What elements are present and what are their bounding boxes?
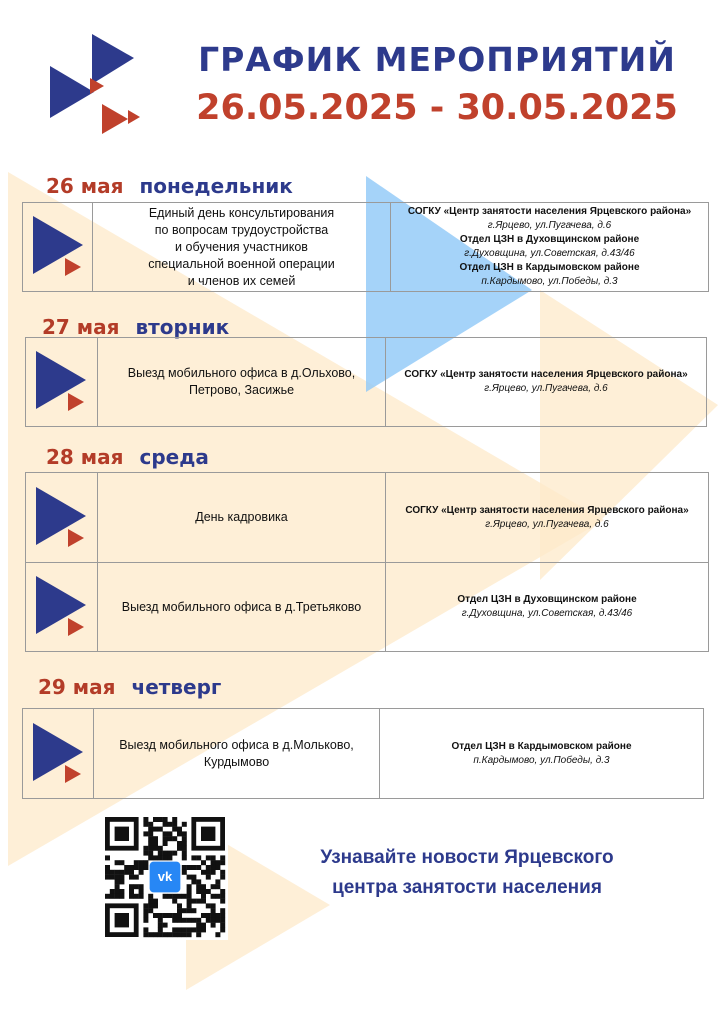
footer-line-1: Узнавайте новости Ярцевского (320, 847, 614, 868)
table-row (26, 473, 708, 562)
location-name: Отдел ЦЗН в Духовщинском районе (457, 594, 637, 605)
qr-module (148, 841, 153, 846)
qr-module (148, 908, 153, 913)
qr-module (211, 913, 216, 918)
qr-module (182, 918, 187, 923)
qr-module (182, 932, 187, 937)
qr-module (115, 875, 120, 880)
qr-module (201, 889, 206, 894)
qr-module (196, 923, 201, 928)
location-name: СОГКУ «Центр занятости населения Ярцевского района» (407, 206, 692, 217)
events-table-day-4 (22, 708, 704, 799)
qr-module (220, 913, 225, 918)
qr-module (167, 932, 172, 937)
qr-module (105, 870, 110, 875)
qr-module (220, 860, 225, 865)
qr-module (124, 865, 129, 870)
qr-module (187, 865, 192, 870)
qr-module (196, 865, 201, 870)
qr-module (220, 855, 225, 860)
qr-module (158, 918, 163, 923)
qr-module (182, 870, 187, 875)
qr-module (196, 899, 201, 904)
location-name: Отдел ЦЗН в Кардымовском районе (451, 740, 632, 752)
qr-module (153, 903, 158, 908)
qr-module (211, 923, 216, 928)
qr-module (191, 899, 196, 904)
qr-module (172, 817, 177, 822)
qr-module (201, 913, 206, 918)
qr-module (148, 894, 153, 899)
qr-module (211, 908, 216, 913)
play-logo-icon (31, 719, 91, 789)
qr-module (148, 846, 153, 851)
qr-module (201, 899, 206, 904)
qr-module (143, 817, 148, 822)
qr-module (167, 913, 172, 918)
qr-module (153, 899, 158, 904)
qr-module (191, 918, 196, 923)
qr-module (139, 894, 144, 899)
qr-module (115, 884, 120, 889)
qr-module (139, 884, 144, 889)
qr-module (129, 894, 134, 899)
qr-module (182, 894, 187, 899)
qr-module (196, 884, 201, 889)
qr-module (172, 899, 177, 904)
qr-module (129, 865, 134, 870)
event-locations (386, 563, 708, 651)
location-address: г.Ярцево, ул.Пугачева, д.6 (485, 518, 609, 530)
qr-module (124, 870, 129, 875)
qr-module (191, 865, 196, 870)
day-weekday: среда (139, 445, 209, 469)
qr-module (143, 860, 148, 865)
event-title: Выезд мобильного офиса в д.Ольхово, Петрово, Засижье (127, 366, 356, 397)
qr-module (163, 855, 168, 860)
qr-module (163, 831, 168, 836)
qr-module (172, 927, 177, 932)
qr-module (119, 870, 124, 875)
qr-module (158, 913, 163, 918)
qr-module (206, 865, 211, 870)
qr-module (196, 918, 201, 923)
day-heading-3 (46, 445, 209, 469)
qr-module (177, 932, 182, 937)
qr-module (148, 822, 153, 827)
day-weekday: вторник (135, 315, 230, 339)
qr-module (201, 894, 206, 899)
qr-module (206, 889, 211, 894)
event-title: Единый день консультирования по вопросам трудоустройства и обучения участников специальной военной операции и членов их семей (148, 205, 335, 288)
qr-module (110, 870, 115, 875)
qr-module (115, 894, 120, 899)
qr-module (215, 894, 220, 899)
qr-module (211, 865, 216, 870)
qr-module (215, 860, 220, 865)
events-table-day-1 (22, 202, 709, 292)
qr-module (167, 855, 172, 860)
qr-module (119, 879, 124, 884)
event-locations (386, 338, 706, 426)
events-table-day-3 (25, 472, 709, 652)
qr-module (148, 932, 153, 937)
qr-module (220, 870, 225, 875)
qr-module (201, 884, 206, 889)
qr-module (158, 817, 163, 822)
qr-module (206, 903, 211, 908)
qr-module (215, 913, 220, 918)
qr-module (148, 903, 153, 908)
qr-module (177, 846, 182, 851)
event-title: День кадровика (195, 510, 288, 524)
qr-module (115, 879, 120, 884)
qr-module (158, 927, 163, 932)
qr-module (148, 851, 153, 856)
qr-module (182, 841, 187, 846)
qr-module (211, 884, 216, 889)
qr-module (158, 851, 163, 856)
day-heading-1 (46, 174, 293, 198)
qr-module (119, 889, 124, 894)
qr-module (163, 851, 168, 856)
qr-module (215, 918, 220, 923)
qr-module (143, 927, 148, 932)
qr-module (211, 918, 216, 923)
qr-module (129, 870, 134, 875)
qr-module (182, 927, 187, 932)
qr-module (143, 822, 148, 827)
footer-caption (262, 843, 672, 903)
qr-module (191, 927, 196, 932)
logo-icon (46, 32, 146, 136)
qr-module (201, 860, 206, 865)
qr-module (220, 908, 225, 913)
event-locations (391, 203, 708, 291)
qr-module (182, 822, 187, 827)
qr-module (211, 870, 216, 875)
qr-module (172, 918, 177, 923)
qr-module (158, 855, 163, 860)
qr-module (182, 865, 187, 870)
qr-module (172, 836, 177, 841)
qr-module (148, 855, 153, 860)
footer-line-2: центра занятости населения (332, 877, 602, 898)
play-logo-icon (31, 212, 91, 282)
qr-module (129, 884, 134, 889)
qr-module (148, 831, 153, 836)
qr-module (143, 918, 148, 923)
qr-module (182, 831, 187, 836)
qr-module (172, 822, 177, 827)
qr-module (139, 860, 144, 865)
play-logo-icon (34, 483, 94, 553)
qr-module (119, 894, 124, 899)
qr-module (177, 913, 182, 918)
event-title: Выезд мобильного офиса в д.Мольково, Курдымово (119, 737, 354, 769)
qr-module (187, 894, 192, 899)
qr-module (119, 875, 124, 880)
qr-module (163, 822, 168, 827)
qr-module (167, 894, 172, 899)
table-row (23, 709, 703, 798)
qr-module (215, 879, 220, 884)
qr-module (153, 817, 158, 822)
qr-module (148, 836, 153, 841)
table-row (23, 203, 708, 291)
qr-module (139, 889, 144, 894)
qr-module (177, 903, 182, 908)
qr-module (129, 889, 134, 894)
qr-module (196, 855, 201, 860)
qr-module (115, 870, 120, 875)
qr-module (201, 923, 206, 928)
qr-module (134, 860, 139, 865)
qr-module (143, 851, 148, 856)
day-date: 27 мая (42, 315, 120, 339)
qr-module (187, 903, 192, 908)
qr-module (163, 894, 168, 899)
location-name: Отдел ЦЗН в Кардымовском районе (459, 262, 640, 273)
qr-module (153, 913, 158, 918)
vk-badge-label: vk (157, 869, 173, 884)
qr-module (163, 932, 168, 937)
location-name: СОГКУ «Центр занятости населения Ярцевского района» (405, 504, 689, 516)
qr-module (201, 870, 206, 875)
qr-module (105, 894, 110, 899)
day-date: 29 мая (38, 675, 116, 699)
qr-module (105, 855, 110, 860)
qr-module (143, 846, 148, 851)
qr-module (110, 875, 115, 880)
qr-module (196, 927, 201, 932)
event-title: Выезд мобильного офиса в д.Третьяково (121, 599, 362, 614)
qr-module (182, 855, 187, 860)
qr-module (153, 836, 158, 841)
qr-module (220, 927, 225, 932)
location-address: г.Ярцево, ул.Пугачева, д.6 (484, 383, 608, 394)
qr-module (215, 884, 220, 889)
qr-module (182, 908, 187, 913)
qr-module (139, 870, 144, 875)
event-locations (380, 709, 703, 798)
qr-module (187, 918, 192, 923)
table-row (26, 338, 706, 426)
qr-module (167, 836, 172, 841)
qr-module (134, 884, 139, 889)
qr-module (158, 932, 163, 937)
qr-module (206, 913, 211, 918)
qr-module (143, 903, 148, 908)
qr-module (182, 851, 187, 856)
qr-module (129, 875, 134, 880)
qr-module (167, 822, 172, 827)
qr-module (143, 913, 148, 918)
qr-module (187, 884, 192, 889)
qr-module (187, 899, 192, 904)
day-date: 28 мая (46, 445, 124, 469)
qr-module (177, 894, 182, 899)
qr-module (153, 841, 158, 846)
qr-module (167, 831, 172, 836)
qr-module (177, 908, 182, 913)
qr-module (196, 879, 201, 884)
qr-module (115, 889, 120, 894)
qr-module (211, 903, 216, 908)
qr-module (177, 918, 182, 923)
qr-module (215, 932, 220, 937)
qr-module (139, 865, 144, 870)
qr-module (220, 889, 225, 894)
qr-module (172, 932, 177, 937)
qr-module (206, 918, 211, 923)
day-heading-2 (42, 315, 229, 339)
qr-module (211, 894, 216, 899)
play-logo-icon (34, 572, 94, 642)
qr-module (206, 855, 211, 860)
qr-module (110, 889, 115, 894)
location-address: г.Ярцево, ул.Пугачева, д.6 (487, 220, 612, 231)
qr-module (148, 899, 153, 904)
location-address: п.Кардымово, ул.Победы, д.3 (473, 754, 610, 766)
qr-module (187, 908, 192, 913)
date-range: 26.05.2025 - 30.05.2025 (196, 88, 678, 128)
qr-module (119, 860, 124, 865)
qr-code[interactable] (102, 814, 228, 940)
qr-module (191, 879, 196, 884)
qr-module (182, 846, 187, 851)
day-weekday: понедельник (139, 174, 293, 198)
qr-module (211, 855, 216, 860)
event-locations (386, 473, 708, 562)
qr-module (191, 908, 196, 913)
qr-module (172, 827, 177, 832)
page-title: ГРАФИК МЕРОПРИЯТИЙ (198, 40, 676, 79)
qr-module (163, 913, 168, 918)
qr-module (134, 894, 139, 899)
qr-module (172, 851, 177, 856)
qr-module (163, 817, 168, 822)
qr-module (153, 827, 158, 832)
qr-module (163, 836, 168, 841)
qr-module (177, 831, 182, 836)
qr-module (110, 894, 115, 899)
location-name: Отдел ЦЗН в Духовщинском районе (459, 234, 640, 245)
qr-module (220, 899, 225, 904)
qr-module (196, 889, 201, 894)
qr-module (206, 875, 211, 880)
location-name: СОГКУ «Центр занятости населения Ярцевского района» (404, 369, 688, 380)
qr-module (167, 851, 172, 856)
qr-module (172, 913, 177, 918)
qr-module (177, 927, 182, 932)
qr-module (220, 875, 225, 880)
qr-module (153, 846, 158, 851)
qr-module (187, 932, 192, 937)
table-row (26, 562, 708, 651)
day-heading-4 (38, 675, 221, 699)
day-weekday: четверг (131, 675, 222, 699)
location-address: г.Духовщина, ул.Советская, д.43/46 (461, 608, 633, 619)
qr-module (163, 923, 168, 928)
qr-module (105, 865, 110, 870)
qr-module (134, 875, 139, 880)
qr-module (172, 894, 177, 899)
location-address: п.Кардымово, ул.Победы, д.3 (481, 276, 618, 287)
qr-module (191, 855, 196, 860)
day-date: 26 мая (46, 174, 124, 198)
qr-module (177, 841, 182, 846)
qr-module (211, 860, 216, 865)
qr-module (134, 865, 139, 870)
qr-module (153, 932, 158, 937)
location-address: г.Духовщина, ул.Советская, д.43/46 (464, 248, 635, 259)
qr-module (220, 894, 225, 899)
qr-module (196, 932, 201, 937)
qr-module (158, 846, 163, 851)
qr-module (177, 827, 182, 832)
qr-module (158, 923, 163, 928)
qr-module (158, 827, 163, 832)
qr-module (143, 831, 148, 836)
events-table-day-2 (25, 337, 707, 427)
qr-module (143, 908, 148, 913)
play-logo-icon (34, 347, 94, 417)
qr-module (187, 927, 192, 932)
qr-module (187, 889, 192, 894)
qr-module (143, 932, 148, 937)
qr-module (115, 860, 120, 865)
qr-module (206, 870, 211, 875)
qr-module (191, 875, 196, 880)
qr-module (148, 827, 153, 832)
qr-module (143, 865, 148, 870)
qr-module (187, 875, 192, 880)
qr-module (215, 865, 220, 870)
qr-module (201, 927, 206, 932)
qr-module (105, 875, 110, 880)
qr-module (220, 923, 225, 928)
qr-module (220, 918, 225, 923)
qr-module (182, 836, 187, 841)
qr-module (153, 855, 158, 860)
qr-module (163, 841, 168, 846)
